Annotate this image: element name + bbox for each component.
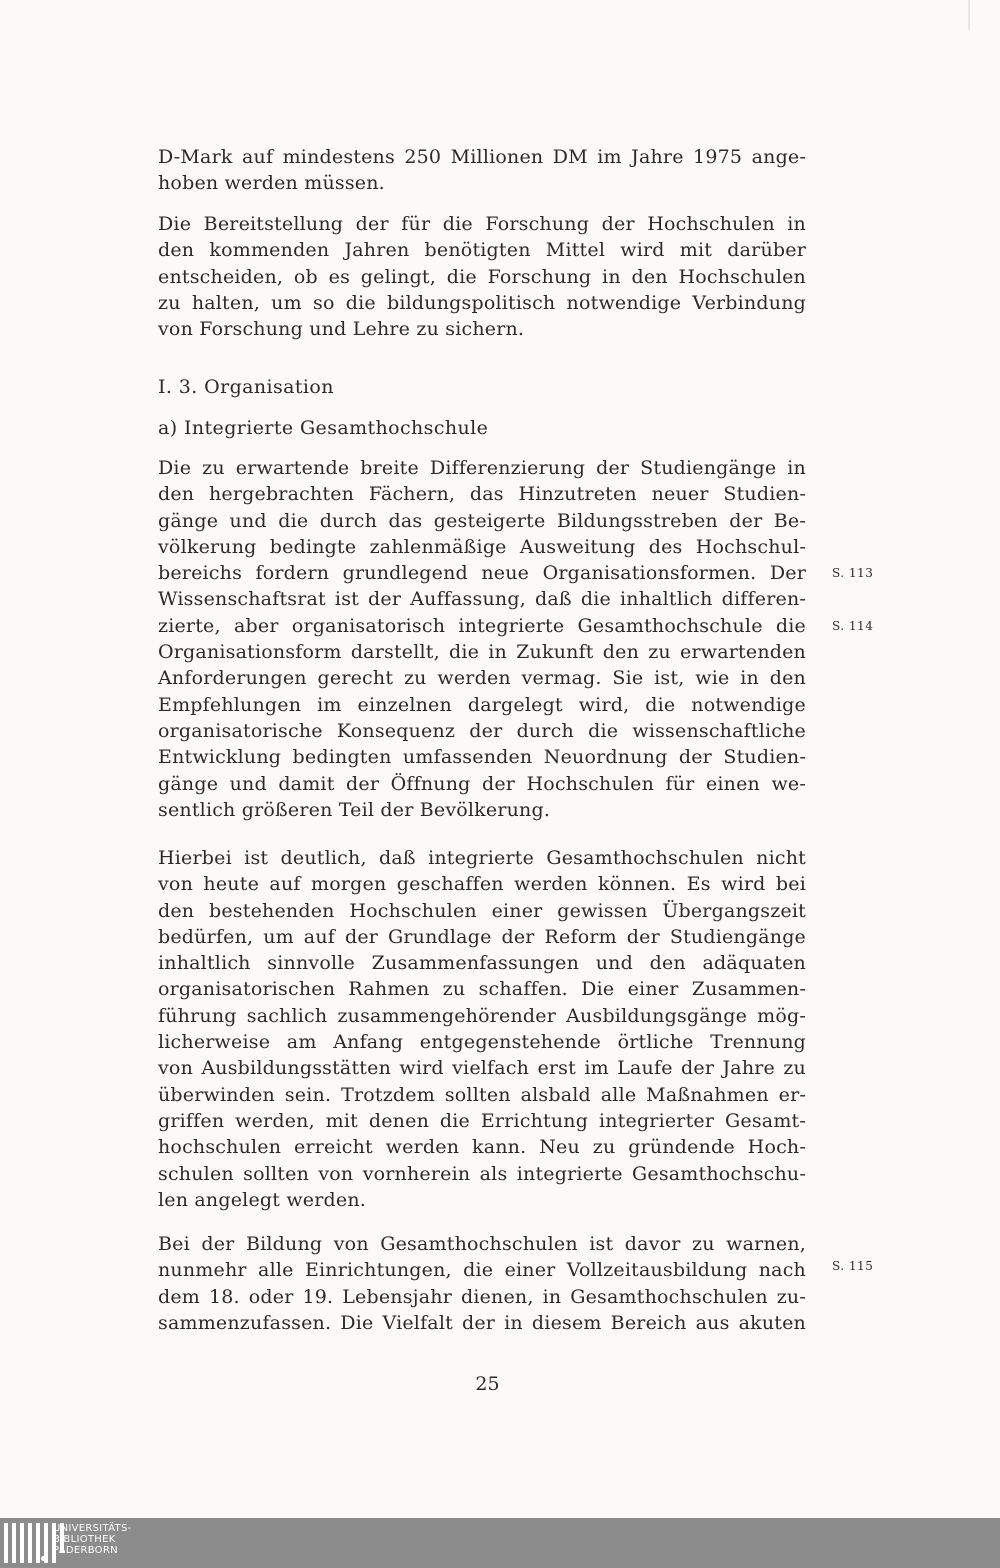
- paragraph-1: [158, 144, 806, 197]
- text-line: von Forschung und Lehre zu sichern.: [158, 318, 525, 341]
- section-heading: I. 3. Organisation: [158, 376, 334, 398]
- paragraph-4: [158, 845, 806, 1213]
- library-name-line: BIBLIOTHEK: [53, 1534, 116, 1545]
- text-line: nunmehr alle Einrichtungen, die einer Vollzeitausbildung nach: [158, 1259, 806, 1282]
- text-line: hochschulen erreicht werden kann. Neu zu gründende Hoch-: [158, 1136, 806, 1159]
- library-name-line: PADERBORN: [53, 1545, 118, 1556]
- marginal-note: S. 115: [832, 1259, 874, 1273]
- library-footer: [0, 1518, 1000, 1568]
- text-line: den kommenden Jahren benötigten Mittel wird mit darüber: [158, 239, 806, 262]
- text-line: dem 18. oder 19. Lebensjahr dienen, in Gesamthochschulen zu-: [158, 1285, 806, 1308]
- text-line: zu halten, um so die bildungspolitisch notwendige Verbindung: [158, 291, 806, 314]
- text-line: sammenzufassen. Die Vielfalt der in diesem Bereich aus akuten: [158, 1311, 806, 1334]
- paragraph-3: [158, 455, 806, 823]
- marginal-note: S. 114: [832, 619, 874, 633]
- text-line: schulen sollten von vornherein als integrierte Gesamthochschu-: [158, 1162, 806, 1185]
- text-line: bedürfen, um auf der Grundlage der Reform der Studiengänge: [158, 925, 806, 948]
- text-line: organisatorischen Rahmen zu schaffen. Die einer Zusammen-: [158, 978, 806, 1001]
- text-line: Hierbei ist deutlich, daß integrierte Gesamthochschulen nicht: [158, 847, 806, 869]
- text-line: entscheiden, ob es gelingt, die Forschung in den Hochschulen: [158, 265, 806, 288]
- text-line: D-Mark auf mindestens 250 Millionen DM im Jahre 1975 ange-: [158, 146, 806, 168]
- page-number: 25: [475, 1373, 500, 1395]
- text-line: griffen werden, mit denen die Errichtung integrierter Gesamt-: [158, 1109, 806, 1132]
- logo-dot-icon: [41, 1556, 46, 1561]
- text-line: bereichs fordern grundlegend neue Organisationsformen. Der: [158, 562, 806, 585]
- text-line: len angelegt werden.: [158, 1188, 366, 1211]
- paragraph-5: [158, 1231, 806, 1336]
- text-line: von heute auf morgen geschaffen werden können. Es wird bei: [158, 873, 806, 896]
- text-line: gänge und damit der Öffnung der Hochschulen für einen we-: [158, 772, 806, 795]
- library-name: [53, 1523, 132, 1556]
- text-line: Wissenschaftsrat ist der Auffassung, daß die inhaltlich differen-: [158, 588, 806, 611]
- text-line: Empfehlungen im einzelnen dargelegt wird, die notwendige: [158, 693, 806, 716]
- text-line: von Ausbildungsstätten wird vielfach erst im Laufe der Jahre zu: [158, 1057, 806, 1080]
- text-line: Die zu erwartende breite Differenzierung der Studiengänge in: [158, 457, 806, 479]
- text-line: Anforderungen gerecht zu werden vermag. Sie ist, wie in den: [158, 667, 806, 690]
- text-line: überwinden sein. Trotzdem sollten alsbald alle Maßnahmen er-: [158, 1083, 806, 1106]
- text-line: licherweise am Anfang entgegenstehende örtliche Trennung: [158, 1031, 806, 1054]
- scan-edge: [968, 0, 970, 30]
- text-line: hoben werden müssen.: [158, 172, 385, 195]
- text-line: Organisationsform darstellt, die in Zukunft den zu erwartenden: [158, 641, 806, 664]
- paragraph-2: [158, 211, 806, 342]
- text-line: Bei der Bildung von Gesamthochschulen ist davor zu warnen,: [158, 1233, 806, 1255]
- text-line: den hergebrachten Fächern, das Hinzutreten neuer Studien-: [158, 483, 806, 506]
- text-line: völkerung bedingte zahlenmäßige Ausweitung des Hochschul-: [158, 535, 806, 558]
- text-line: inhaltlich sinnvolle Zusammenfassungen und den adäquaten: [158, 952, 806, 975]
- text-line: Die Bereitstellung der für die Forschung der Hochschulen in: [158, 213, 806, 235]
- marginal-note: S. 113: [832, 566, 874, 580]
- text-line: Entwicklung bedingten umfassenden Neuordnung der Studien-: [158, 746, 806, 769]
- text-line: führung sachlich zusammengehörender Ausbildungsgänge mög-: [158, 1004, 806, 1027]
- library-name-line: UNIVERSITÄTS-: [53, 1523, 132, 1534]
- text-line: gänge und die durch das gesteigerte Bildungsstreben der Be-: [158, 509, 806, 532]
- text-line: zierte, aber organisatorisch integrierte Gesamthochschule die: [158, 614, 806, 637]
- text-line: organisatorische Konsequenz der durch die wissenschaftliche: [158, 719, 806, 742]
- subsection-heading: a) Integrierte Gesamthochschule: [158, 417, 489, 439]
- text-line: sentlich größeren Teil der Bevölkerung.: [158, 798, 551, 821]
- text-line: den bestehenden Hochschulen einer gewissen Übergangszeit: [158, 899, 806, 922]
